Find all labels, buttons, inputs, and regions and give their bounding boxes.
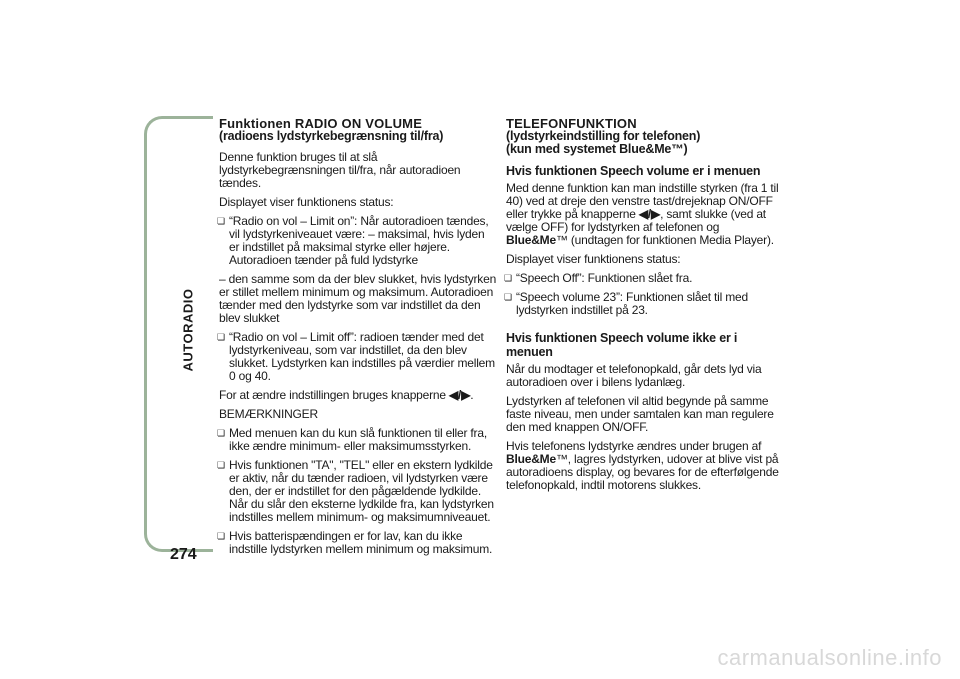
text: ™ (undtagen for funktionen Media Player). (555, 233, 774, 247)
arrow-keys-icon: ◀/▶ (638, 207, 661, 221)
right-paragraph: Lydstyrken af telefonen vil altid begynde på samme faste niveau, men under samtalen kan man regulere den med knappen ON/OFF. (506, 394, 774, 434)
left-bullet: ❏ Hvis batterispændingen er for lav, kan du ikke indstille lydstyrken mellem minimum og maksimum. (219, 530, 497, 556)
left-column (219, 117, 497, 562)
text: . (470, 388, 474, 402)
text: Med denne funktion kan man indstille styrken (fra 1 til 40) ved at dreje den venstre tast/drejeknap ON/OFF eller trykke på knapperne (506, 181, 779, 221)
brand-name: Blue&Me (506, 452, 556, 466)
left-bullet: ❏ “Radio on vol – Limit off”: radioen tænder med det lydstyrkeniveau, som var indstillet, da den blev slukket. Lydstyrken kan indstilles på værdier mellem 0 og 40. (219, 331, 497, 383)
left-bullet: ❏ Hvis funktionen "TA", "TEL" eller en ekstern lydkilde er aktiv, når du tænder radioen, vil lydstyrken være den, der er indstillet for den pågældende lydkilde. Når du slår den eksterne lydkilde fra, kan lydstyrken indstilles mellem minimum- og maksimumniveauet. (219, 459, 497, 524)
right-paragraph (506, 440, 784, 492)
section-heading: Hvis funktionen Speech volume er i menuen (506, 164, 761, 178)
left-paragraph: Displayet viser funktionens status: (219, 195, 394, 209)
text: For at ændre indstillingen bruges knapperne (219, 388, 446, 402)
left-bullet: ❏ “Radio on vol – Limit on”: Når autoradioen tændes, vil lydstyrkeniveauet være: – maksimal, hvis lyden er indstillet på maksimal styrke eller højere. Autoradioen tænder på fuld lydstyrke (219, 215, 497, 267)
text: Hvis telefonens lydstyrke ændres under brugen af (506, 439, 762, 453)
arrow-keys-icon: ◀/▶ (449, 388, 471, 402)
left-paragraph (219, 389, 497, 402)
page-number: 274 (170, 546, 197, 563)
section-label: AUTORADIO (180, 288, 196, 372)
text: , samt slukke (ved at vælge OFF) for lydstyrken af telefonen og (506, 207, 766, 234)
right-subtitle: (kun med systemet Blue&Me™) (506, 142, 688, 156)
section-heading: Hvis funktionen Speech volume ikke er i menuen (506, 331, 738, 359)
watermark: carmanualsonline.info (717, 645, 942, 670)
right-bullet: ❏ “Speech Off”: Funktionen slået fra. (506, 272, 784, 285)
right-paragraph (506, 182, 784, 247)
left-paragraph: Denne funktion bruges til at slå lydstyrkebegrænsningen til/fra, når autoradioen tændes. (219, 150, 461, 190)
right-paragraph: Når du modtager et telefonopkald, går dets lyd via autoradioen over i bilens lydanlæg. (506, 362, 762, 389)
left-paragraph: – den samme som da der blev slukket, hvis lydstyrken er stillet mellem minimum og maksimum. Autoradioen tænder med den lydstyrke som var indstillet da den blev slukket (219, 272, 497, 325)
right-bullet: ❏ “Speech volume 23”: Funktionen slået til med lydstyrken indstillet på 23. (506, 291, 784, 317)
brand-name: Blue&Me (506, 233, 556, 247)
text: ™, lagres lydstyrken, udover at blive vist på autoradioens display, og bevares for de efterfølgende telefonopkald, indtil motorens slukkes. (506, 452, 779, 492)
left-subtitle: (radioens lydstyrkebegrænsning til/fra) (219, 129, 444, 143)
left-title: Funktionen RADIO ON VOLUME (219, 116, 423, 131)
right-subtitle: (lydstyrkeindstilling for telefonen) (506, 129, 701, 143)
page-frame (144, 116, 213, 552)
right-paragraph: Displayet viser funktionens status: (506, 252, 681, 266)
right-column (506, 117, 784, 498)
notes-heading: BEMÆRKNINGER (219, 407, 318, 421)
left-bullet: ❏ Med menuen kan du kun slå funktionen til eller fra, ikke ændre minimum- eller maksimumsstyrken. (219, 427, 497, 453)
right-title: TELEFONFUNKTION (506, 116, 637, 131)
